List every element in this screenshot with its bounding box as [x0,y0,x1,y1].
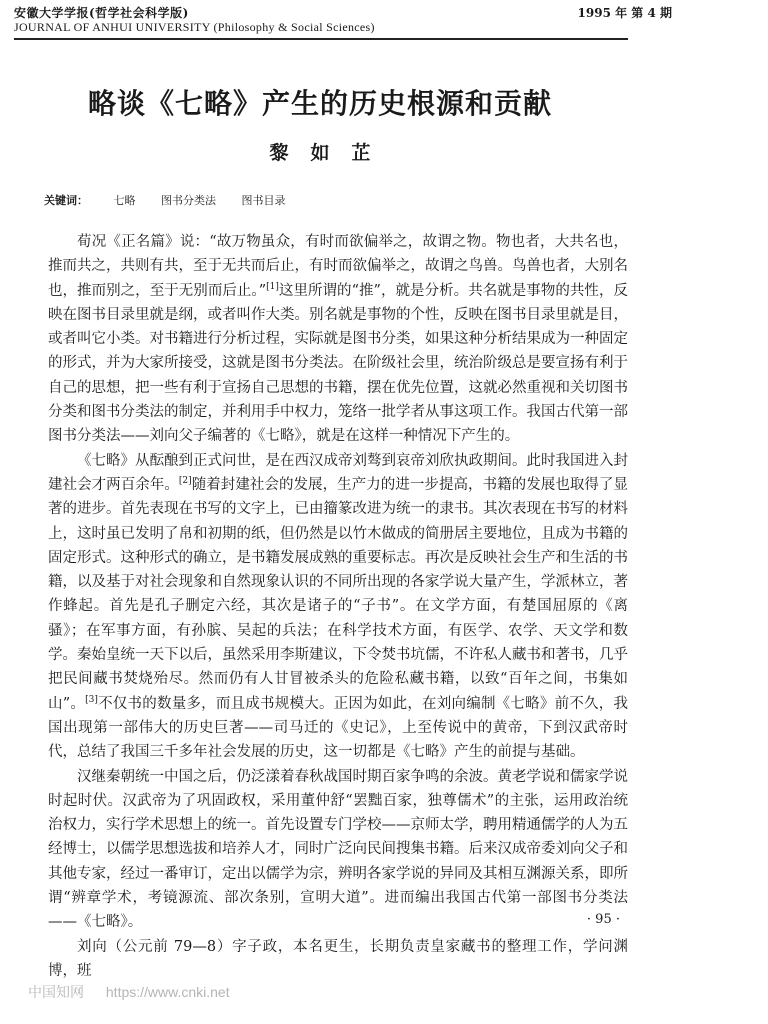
body-paragraph: 荀况《正名篇》说：“故万物虽众，有时而欲偏举之，故谓之物。物也者，大共名也，推而共之，共则有共，至于无共而后止，有时而欲偏举之，故谓之鸟兽。鸟兽也者，大别名也，推而别之，至于无别而后止。”[1]这里所谓的“推”，就是分析。共名就是事物的共性，反映在图书目录里就是纲，或者叫作大类。别名就是事物的个性，反映在图书目录里就是目，或者叫它小类。对书籍进行分析过程，实际就是图书分类，如果这种分析结果成为一种固定的形式，并为大家所接受，这就是图书分类法。在阶级社会里，统治阶级总是要宣扬有利于自己的思想，把一些有利于宣扬自己思想的书籍，摆在优先位置，这就必然重视和关切图书分类和图书分类法的制定，并利用手中权力，笼络一批学者从事这项工作。我国古代第一部图书分类法——刘向父子编著的《七略》，就是在这样一种情况下产生的。 [48,234,628,445]
journal-name-en: JOURNAL OF ANHUI UNIVERSITY (Philosophy & Social Sciences) [14,20,375,34]
watermark-url: https://www.cnki.net [105,984,230,1000]
body-paragraph: 刘向（公元前 79—8）字子政，本名更生，长期负责皇家藏书的整理工作，学问渊博，班 [48,938,628,979]
article-title: 略谈《七略》产生的历史根源和贡献 [87,87,552,120]
header-rule [14,38,628,40]
keyword: 图书分类法 [161,194,216,207]
keywords-label: 关键词： [44,194,88,207]
issue-label: 1995 年 第 4 期 [577,6,672,20]
page-number: · 95 · [586,912,620,927]
keyword: 七略 [113,194,136,207]
journal-name-cn: 安徽大学学报(哲学社会科学版) [14,6,189,20]
keyword: 图书目录 [241,194,286,207]
keywords-line [44,192,286,208]
watermark-site-name: 中国知网 [28,984,84,1000]
article-body [48,230,628,983]
citation-ref: [2] [178,476,192,487]
body-paragraph: 《七略》从酝酿到正式问世，是在西汉成帝刘骜到哀帝刘欣执政期间。此时我国进入封建社会才两百余年。[2]随着封建社会的发展，生产力的进一步提高，书籍的发展也取得了显著的进步。首先表现在书写的文字上，已由籀篆改进为统一的隶书。其次表现在书写的材料上，这时虽已发明了帛和初期的纸，但仍然是以竹木做成的简册居主要地位，且成为书籍的固定形式。这种形式的确立，是书籍发展成熟的重要标志。再次是反映社会生产和生活的书籍，以及基于对社会现象和自然现象认识的不同所出现的各家学说大量产生，学派林立，著作蜂起。首先是孔子删定六经，其次是诸子的“子书”。在文学方面，有楚国屈原的《离骚》；在军事方面，有孙膑、吴起的兵法；在科学技术方面，有医学、农学、天文学和数学。秦始皇统一天下以后，虽然采用李斯建议，下令焚书坑儒，不许私人藏书和著书，几乎把民间藏书焚烧殆尽。然而仍有人甘冒被杀头的危险私藏书籍，以致“百年之间，书集如山”。[3]不仅书的数量多，而且成书规模大。正因为如此，在刘向编制《七略》前不久，我国出现第一部伟大的历史巨著——司马迁的《史记》，上至传说中的黄帝，下到汉武帝时代，总结了我国三千多年社会发展的历史，这一切都是《七略》产生的前提与基础。 [48,452,628,761]
citation-ref: [3] [85,694,98,705]
citation-ref: [1] [266,281,279,292]
body-paragraph: 汉继秦朝统一中国之后，仍泛漾着春秋战国时期百家争鸣的余波。黄老学说和儒家学说时起时伏。汉武帝为了巩固政权，采用董仲舒“罢黜百家，独尊儒术”的主张，运用政治统治权力，实行学术思想上的统一。首先设置专门学校——京师太学，聘用精通儒学的人为五经博士，以儒学思想选拔和培养人才，同时广泛向民间搜集书籍。后来汉成帝委刘向父子和其他专家，经过一番审订，定出以儒学为宗，辨明各家学说的异同及其相互渊源关系，即所谓“辨章学术，考镜源流、部次条别，宣明大道”。进而编出我国古代第一部图书分类法——《七略》。 [48,768,628,931]
source-watermark [28,982,248,1002]
article-author: 黎如芷 [269,142,393,164]
